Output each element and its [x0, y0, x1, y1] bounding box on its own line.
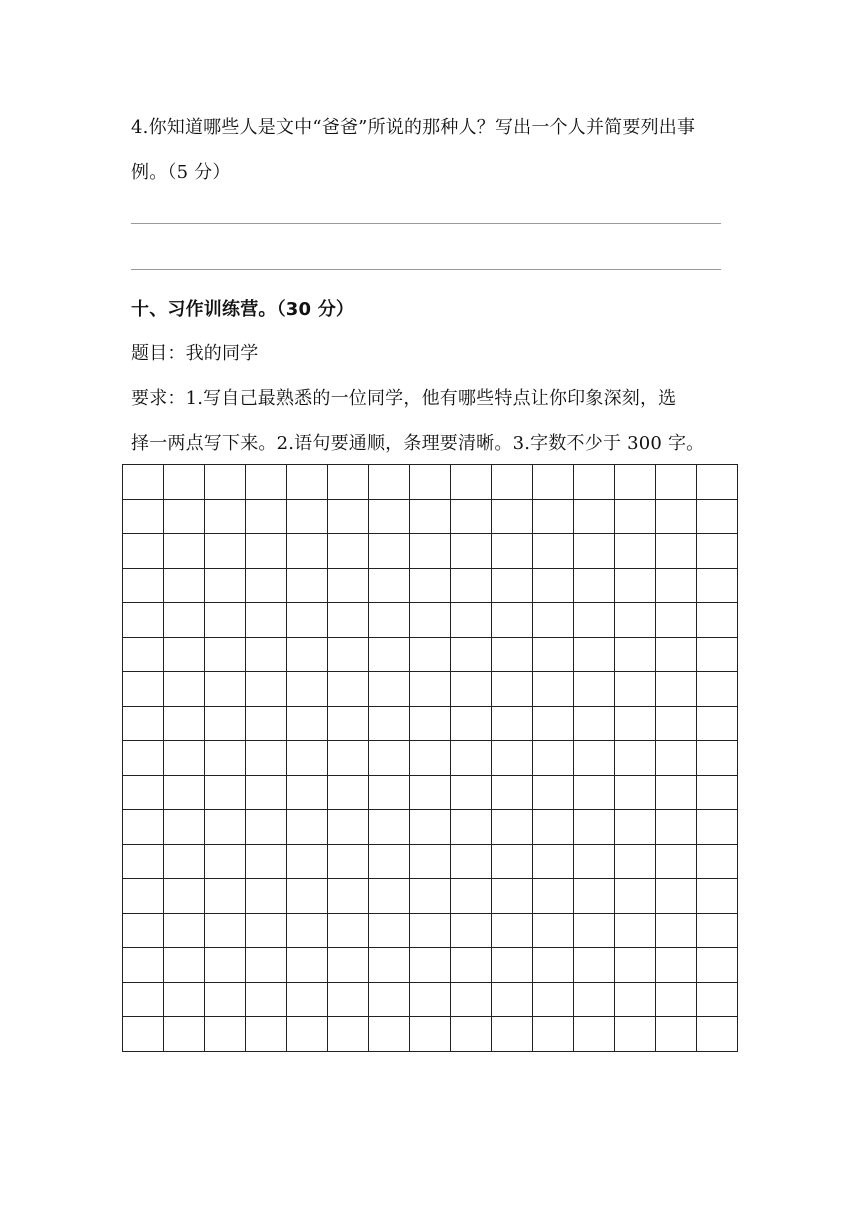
grid-cell[interactable] [697, 569, 738, 604]
grid-cell[interactable] [287, 810, 328, 845]
grid-cell[interactable] [656, 500, 697, 535]
grid-cell[interactable] [615, 465, 656, 500]
grid-cell[interactable] [287, 672, 328, 707]
grid-cell[interactable] [164, 776, 205, 811]
grid-cell[interactable] [287, 741, 328, 776]
grid-cell[interactable] [656, 1017, 697, 1052]
grid-cell[interactable] [246, 810, 287, 845]
grid-cell[interactable] [574, 707, 615, 742]
grid-cell[interactable] [656, 845, 697, 880]
grid-cell[interactable] [287, 983, 328, 1018]
grid-cell[interactable] [615, 983, 656, 1018]
grid-cell[interactable] [164, 534, 205, 569]
grid-cell[interactable] [410, 810, 451, 845]
grid-cell[interactable] [492, 500, 533, 535]
grid-cell[interactable] [410, 879, 451, 914]
grid-cell[interactable] [451, 810, 492, 845]
grid-cell[interactable] [533, 1017, 574, 1052]
grid-cell[interactable] [615, 534, 656, 569]
grid-cell[interactable] [615, 776, 656, 811]
grid-cell[interactable] [369, 638, 410, 673]
grid-cell[interactable] [697, 914, 738, 949]
grid-cell[interactable] [123, 569, 164, 604]
grid-cell[interactable] [287, 914, 328, 949]
grid-cell[interactable] [451, 534, 492, 569]
grid-cell[interactable] [533, 810, 574, 845]
grid-cell[interactable] [246, 914, 287, 949]
grid-cell[interactable] [410, 465, 451, 500]
grid-cell[interactable] [533, 879, 574, 914]
grid-cell[interactable] [369, 983, 410, 1018]
grid-cell[interactable] [492, 845, 533, 880]
grid-cell[interactable] [451, 741, 492, 776]
grid-cell[interactable] [287, 776, 328, 811]
grid-cell[interactable] [410, 1017, 451, 1052]
grid-cell[interactable] [492, 465, 533, 500]
grid-cell[interactable] [533, 500, 574, 535]
grid-cell[interactable] [123, 465, 164, 500]
grid-cell[interactable] [164, 638, 205, 673]
grid-cell[interactable] [369, 1017, 410, 1052]
grid-cell[interactable] [328, 914, 369, 949]
grid-cell[interactable] [492, 707, 533, 742]
grid-cell[interactable] [328, 810, 369, 845]
grid-cell[interactable] [369, 603, 410, 638]
grid-cell[interactable] [574, 845, 615, 880]
grid-cell[interactable] [123, 1017, 164, 1052]
grid-cell[interactable] [574, 638, 615, 673]
grid-cell[interactable] [697, 638, 738, 673]
writing-grid[interactable] [122, 464, 738, 1052]
grid-cell[interactable] [574, 534, 615, 569]
grid-cell[interactable] [615, 672, 656, 707]
grid-cell[interactable] [410, 603, 451, 638]
grid-cell[interactable] [492, 914, 533, 949]
grid-cell[interactable] [451, 1017, 492, 1052]
grid-cell[interactable] [328, 707, 369, 742]
grid-cell[interactable] [410, 983, 451, 1018]
grid-cell[interactable] [246, 879, 287, 914]
grid-cell[interactable] [697, 1017, 738, 1052]
grid-cell[interactable] [697, 776, 738, 811]
grid-cell[interactable] [697, 810, 738, 845]
grid-cell[interactable] [205, 672, 246, 707]
grid-cell[interactable] [697, 672, 738, 707]
grid-cell[interactable] [369, 672, 410, 707]
grid-cell[interactable] [205, 776, 246, 811]
grid-cell[interactable] [246, 1017, 287, 1052]
grid-cell[interactable] [369, 948, 410, 983]
grid-cell[interactable] [164, 914, 205, 949]
grid-cell[interactable] [164, 810, 205, 845]
grid-cell[interactable] [164, 1017, 205, 1052]
grid-cell[interactable] [451, 914, 492, 949]
grid-cell[interactable] [533, 638, 574, 673]
grid-cell[interactable] [451, 845, 492, 880]
grid-cell[interactable] [123, 707, 164, 742]
grid-cell[interactable] [697, 741, 738, 776]
grid-cell[interactable] [164, 983, 205, 1018]
grid-cell[interactable] [246, 776, 287, 811]
grid-cell[interactable] [205, 707, 246, 742]
grid-cell[interactable] [533, 845, 574, 880]
grid-cell[interactable] [574, 776, 615, 811]
grid-cell[interactable] [697, 879, 738, 914]
grid-cell[interactable] [164, 879, 205, 914]
grid-cell[interactable] [123, 603, 164, 638]
grid-cell[interactable] [451, 465, 492, 500]
grid-cell[interactable] [574, 465, 615, 500]
grid-cell[interactable] [205, 638, 246, 673]
grid-cell[interactable] [697, 845, 738, 880]
grid-cell[interactable] [328, 983, 369, 1018]
grid-cell[interactable] [246, 672, 287, 707]
grid-cell[interactable] [656, 707, 697, 742]
grid-cell[interactable] [615, 948, 656, 983]
grid-cell[interactable] [410, 534, 451, 569]
grid-cell[interactable] [451, 672, 492, 707]
grid-cell[interactable] [123, 879, 164, 914]
grid-cell[interactable] [697, 948, 738, 983]
grid-cell[interactable] [615, 845, 656, 880]
grid-cell[interactable] [328, 569, 369, 604]
grid-cell[interactable] [533, 741, 574, 776]
essay-title: 题目：我的同学 [131, 343, 259, 364]
question-4-line-1: 4.你知道哪些人是文中“爸爸”所说的那种人？写出一个人并简要列出事 [131, 117, 696, 138]
grid-cell[interactable] [410, 948, 451, 983]
grid-cell[interactable] [574, 500, 615, 535]
grid-cell[interactable] [164, 500, 205, 535]
grid-cell[interactable] [574, 1017, 615, 1052]
grid-cell[interactable] [369, 534, 410, 569]
grid-cell[interactable] [574, 741, 615, 776]
grid-cell[interactable] [656, 810, 697, 845]
grid-cell[interactable] [287, 534, 328, 569]
grid-cell[interactable] [328, 845, 369, 880]
grid-cell[interactable] [410, 569, 451, 604]
grid-cell[interactable] [123, 845, 164, 880]
grid-cell[interactable] [246, 948, 287, 983]
grid-cell[interactable] [410, 638, 451, 673]
grid-cell[interactable] [697, 500, 738, 535]
grid-cell[interactable] [533, 707, 574, 742]
grid-cell[interactable] [164, 741, 205, 776]
grid-cell[interactable] [123, 534, 164, 569]
grid-cell[interactable] [205, 879, 246, 914]
grid-cell[interactable] [287, 500, 328, 535]
grid-cell[interactable] [205, 845, 246, 880]
answer-line-2[interactable] [131, 269, 721, 270]
grid-cell[interactable] [369, 741, 410, 776]
grid-cell[interactable] [328, 948, 369, 983]
grid-cell[interactable] [451, 569, 492, 604]
grid-cell[interactable] [246, 534, 287, 569]
grid-cell[interactable] [123, 638, 164, 673]
grid-cell[interactable] [615, 569, 656, 604]
question-4-line-2: 例。（5 分） [131, 162, 231, 183]
grid-cell[interactable] [492, 879, 533, 914]
grid-cell[interactable] [451, 638, 492, 673]
grid-cell[interactable] [369, 500, 410, 535]
grid-cell[interactable] [205, 948, 246, 983]
grid-cell[interactable] [123, 983, 164, 1018]
grid-cell[interactable] [615, 603, 656, 638]
grid-cell[interactable] [123, 741, 164, 776]
grid-cell[interactable] [205, 569, 246, 604]
grid-cell[interactable] [164, 672, 205, 707]
grid-cell[interactable] [369, 914, 410, 949]
grid-cell[interactable] [246, 638, 287, 673]
grid-cell[interactable] [615, 879, 656, 914]
grid-cell[interactable] [451, 983, 492, 1018]
grid-cell[interactable] [656, 672, 697, 707]
grid-cell[interactable] [369, 845, 410, 880]
grid-cell[interactable] [205, 1017, 246, 1052]
grid-cell[interactable] [533, 948, 574, 983]
grid-cell[interactable] [369, 465, 410, 500]
grid-cell[interactable] [574, 603, 615, 638]
grid-cell[interactable] [533, 983, 574, 1018]
grid-cell[interactable] [205, 914, 246, 949]
grid-cell[interactable] [123, 948, 164, 983]
grid-cell[interactable] [533, 914, 574, 949]
grid-cell[interactable] [205, 500, 246, 535]
grid-cell[interactable] [574, 810, 615, 845]
grid-cell[interactable] [123, 500, 164, 535]
grid-cell[interactable] [451, 707, 492, 742]
grid-cell[interactable] [533, 672, 574, 707]
grid-cell[interactable] [492, 741, 533, 776]
grid-cell[interactable] [123, 914, 164, 949]
grid-cell[interactable] [287, 879, 328, 914]
grid-cell[interactable] [492, 603, 533, 638]
grid-cell[interactable] [164, 465, 205, 500]
grid-cell[interactable] [205, 465, 246, 500]
grid-cell[interactable] [656, 638, 697, 673]
grid-cell[interactable] [369, 569, 410, 604]
grid-cell[interactable] [492, 948, 533, 983]
grid-cell[interactable] [287, 638, 328, 673]
grid-cell[interactable] [615, 810, 656, 845]
grid-cell[interactable] [205, 534, 246, 569]
grid-cell[interactable] [451, 879, 492, 914]
grid-cell[interactable] [410, 845, 451, 880]
requirements-line-1: 要求：1.写自己最熟悉的一位同学，他有哪些特点让你印象深刻，选 [131, 388, 677, 409]
grid-cell[interactable] [164, 948, 205, 983]
grid-cell[interactable] [164, 603, 205, 638]
grid-cell[interactable] [492, 1017, 533, 1052]
grid-cell[interactable] [164, 569, 205, 604]
grid-cell[interactable] [574, 672, 615, 707]
grid-cell[interactable] [287, 465, 328, 500]
grid-cell[interactable] [328, 879, 369, 914]
grid-cell[interactable] [328, 776, 369, 811]
grid-cell[interactable] [533, 534, 574, 569]
grid-cell[interactable] [369, 810, 410, 845]
grid-cell[interactable] [533, 569, 574, 604]
grid-cell[interactable] [287, 1017, 328, 1052]
grid-cell[interactable] [328, 500, 369, 535]
grid-cell[interactable] [246, 603, 287, 638]
grid-cell[interactable] [369, 879, 410, 914]
grid-cell[interactable] [533, 465, 574, 500]
grid-cell[interactable] [328, 534, 369, 569]
grid-cell[interactable] [492, 672, 533, 707]
grid-cell[interactable] [410, 672, 451, 707]
grid-cell[interactable] [246, 500, 287, 535]
grid-cell[interactable] [656, 569, 697, 604]
grid-cell[interactable] [410, 500, 451, 535]
grid-cell[interactable] [492, 983, 533, 1018]
grid-cell[interactable] [164, 707, 205, 742]
grid-cell[interactable] [574, 948, 615, 983]
grid-cell[interactable] [451, 948, 492, 983]
grid-cell[interactable] [246, 465, 287, 500]
grid-cell[interactable] [205, 603, 246, 638]
grid-cell[interactable] [369, 707, 410, 742]
grid-cell[interactable] [451, 776, 492, 811]
grid-cell[interactable] [205, 983, 246, 1018]
grid-cell[interactable] [246, 741, 287, 776]
grid-cell[interactable] [328, 465, 369, 500]
grid-cell[interactable] [205, 741, 246, 776]
grid-cell[interactable] [287, 845, 328, 880]
grid-cell[interactable] [123, 810, 164, 845]
grid-cell[interactable] [615, 707, 656, 742]
grid-cell[interactable] [492, 569, 533, 604]
grid-cell[interactable] [123, 672, 164, 707]
grid-cell[interactable] [246, 707, 287, 742]
grid-cell[interactable] [123, 776, 164, 811]
grid-cell[interactable] [451, 603, 492, 638]
grid-cell[interactable] [287, 948, 328, 983]
grid-cell[interactable] [287, 707, 328, 742]
grid-cell[interactable] [697, 465, 738, 500]
grid-cell[interactable] [656, 879, 697, 914]
grid-cell[interactable] [574, 914, 615, 949]
grid-cell[interactable] [492, 534, 533, 569]
grid-cell[interactable] [574, 879, 615, 914]
grid-cell[interactable] [656, 534, 697, 569]
grid-cell[interactable] [287, 603, 328, 638]
grid-cell[interactable] [328, 638, 369, 673]
grid-cell[interactable] [205, 810, 246, 845]
grid-cell[interactable] [533, 603, 574, 638]
grid-cell[interactable] [615, 1017, 656, 1052]
grid-cell[interactable] [697, 983, 738, 1018]
grid-cell[interactable] [287, 569, 328, 604]
grid-cell[interactable] [492, 810, 533, 845]
grid-cell[interactable] [656, 948, 697, 983]
grid-cell[interactable] [328, 1017, 369, 1052]
grid-cell[interactable] [574, 983, 615, 1018]
grid-cell[interactable] [656, 465, 697, 500]
grid-cell[interactable] [615, 638, 656, 673]
grid-cell[interactable] [451, 500, 492, 535]
answer-line-1[interactable] [131, 223, 721, 224]
requirements-line-2: 择一两点写下来。2.语句要通顺，条理要清晰。3.字数不少于 300 字。 [131, 433, 705, 454]
grid-cell[interactable] [492, 776, 533, 811]
grid-cell[interactable] [410, 776, 451, 811]
grid-cell[interactable] [615, 500, 656, 535]
grid-cell[interactable] [246, 845, 287, 880]
grid-cell[interactable] [656, 741, 697, 776]
grid-cell[interactable] [410, 707, 451, 742]
grid-cell[interactable] [656, 776, 697, 811]
grid-cell[interactable] [328, 603, 369, 638]
grid-cell[interactable] [410, 741, 451, 776]
grid-cell[interactable] [328, 741, 369, 776]
grid-cell[interactable] [410, 914, 451, 949]
grid-cell[interactable] [574, 569, 615, 604]
grid-cell[interactable] [697, 534, 738, 569]
grid-cell[interactable] [697, 603, 738, 638]
grid-cell[interactable] [328, 672, 369, 707]
section-10-heading: 十、习作训练营。（30 分） [131, 299, 355, 320]
grid-cell[interactable] [246, 569, 287, 604]
grid-cell[interactable] [164, 845, 205, 880]
grid-cell[interactable] [615, 914, 656, 949]
grid-cell[interactable] [697, 707, 738, 742]
grid-cell[interactable] [246, 983, 287, 1018]
grid-cell[interactable] [656, 603, 697, 638]
grid-cell[interactable] [533, 776, 574, 811]
grid-cell[interactable] [615, 741, 656, 776]
grid-cell[interactable] [656, 914, 697, 949]
grid-cell[interactable] [656, 983, 697, 1018]
grid-cell[interactable] [369, 776, 410, 811]
grid-cell[interactable] [492, 638, 533, 673]
